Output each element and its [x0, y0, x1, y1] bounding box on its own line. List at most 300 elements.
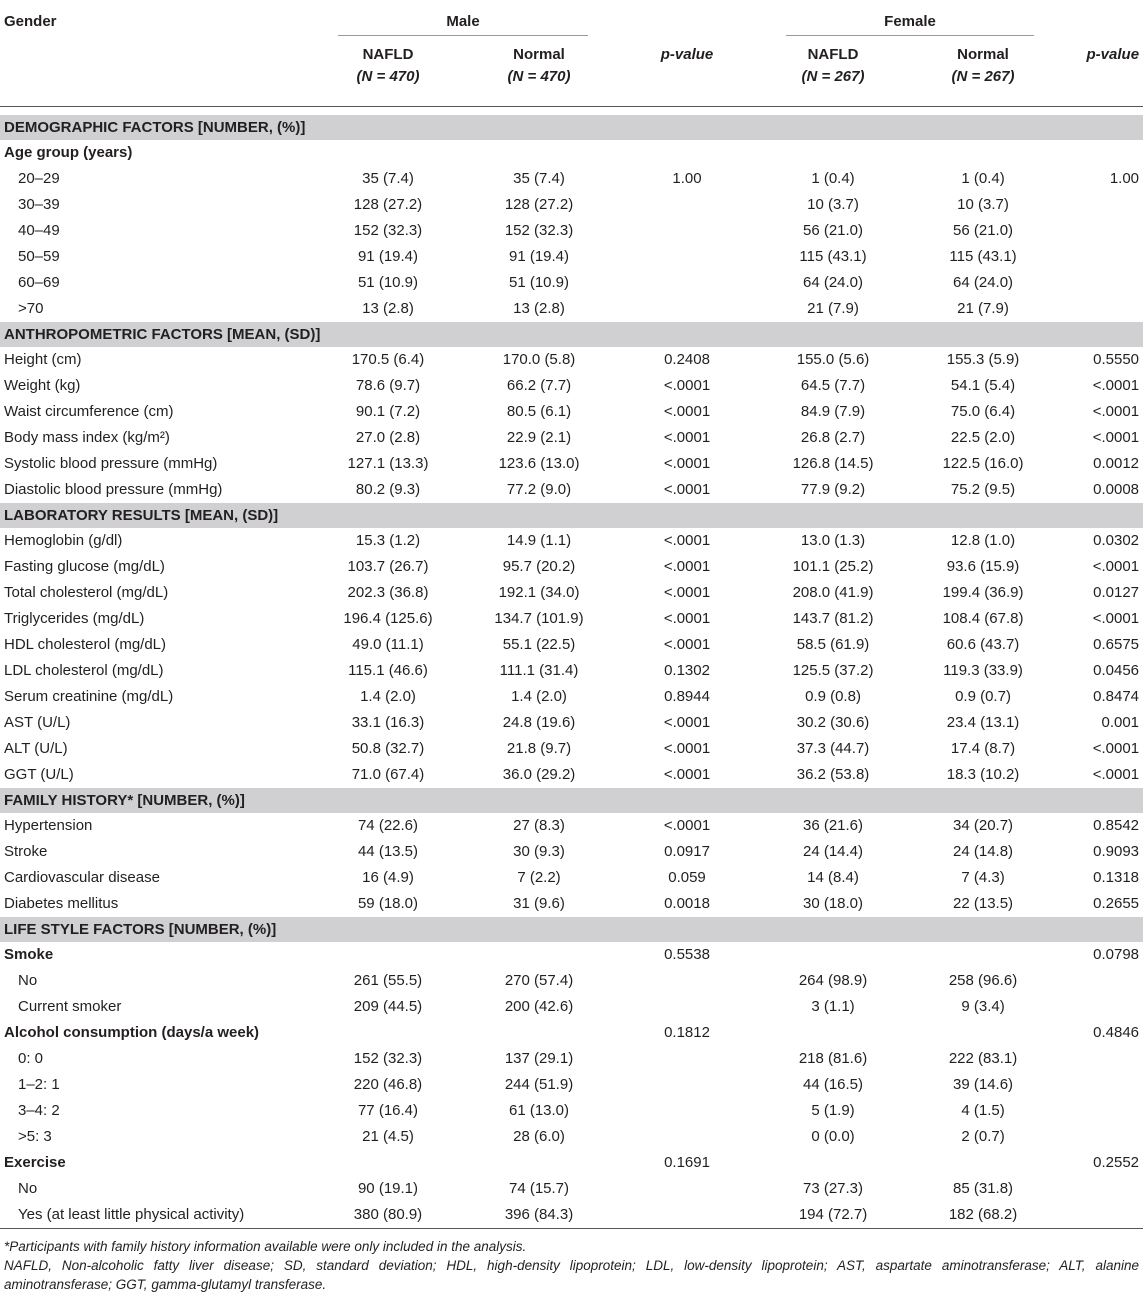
table-row	[0, 1124, 1143, 1150]
pvalue-cell	[1060, 1046, 1143, 1072]
value-cell: 7 (4.3)	[961, 869, 1005, 886]
pvalue-cell: 0.4846	[1093, 1024, 1140, 1041]
table-row	[0, 1150, 1143, 1176]
female-normal-label: Normal	[957, 46, 1009, 63]
value-cell: 66.2 (7.7)	[506, 377, 572, 394]
value-cell: 128 (27.2)	[504, 196, 574, 213]
pvalue-cell	[614, 140, 760, 166]
value-cell	[906, 140, 1060, 166]
table-row	[0, 1098, 1143, 1124]
section-header-row	[0, 917, 1143, 942]
value-cell: 3 (1.1)	[811, 998, 855, 1015]
value-cell: 24 (14.4)	[802, 843, 864, 860]
value-cell: 13 (2.8)	[362, 300, 414, 317]
value-cell: 182 (68.2)	[948, 1206, 1018, 1223]
pvalue-cell: <.0001	[663, 455, 711, 472]
row-label: Smoke	[4, 946, 54, 963]
pvalue-cell: 1.00	[672, 170, 702, 187]
value-cell: 34 (20.7)	[953, 817, 1014, 834]
pvalue-cell	[614, 296, 760, 322]
value-cell: 37.3 (44.7)	[796, 740, 870, 757]
value-cell: 134.7 (101.9)	[494, 610, 584, 627]
male-nafld-n: (N = 470)	[356, 68, 420, 85]
value-cell: 18.3 (10.2)	[946, 766, 1020, 783]
value-cell: 126.8 (14.5)	[792, 455, 874, 472]
value-cell: 13.0 (1.3)	[800, 532, 866, 549]
pvalue-cell	[1060, 1098, 1143, 1124]
female-group-header: Female	[760, 6, 1060, 38]
value-cell: 155.0 (5.6)	[796, 351, 870, 368]
pvalue-cell	[1060, 244, 1143, 270]
value-cell: 21 (7.9)	[957, 300, 1009, 317]
value-cell: 30.2 (30.6)	[796, 714, 870, 731]
value-cell: 14.9 (1.1)	[506, 532, 572, 549]
table-row	[0, 244, 1143, 270]
table-row	[0, 1202, 1143, 1229]
row-label: Diabetes mellitus	[4, 895, 119, 912]
value-cell: 111.1 (31.4)	[499, 662, 579, 679]
value-cell: 0 (0.0)	[811, 1128, 855, 1145]
value-cell: 75.0 (6.4)	[950, 403, 1016, 420]
footnote-family-history: *Participants with family history information available were only included in the analysis.	[4, 1239, 527, 1254]
value-cell	[760, 1150, 906, 1176]
value-cell: 122.5 (16.0)	[942, 455, 1024, 472]
table-row	[0, 1046, 1143, 1072]
pvalue-cell: 0.0012	[1093, 455, 1140, 472]
pvalue-cell	[614, 1124, 760, 1150]
value-cell: 30 (18.0)	[802, 895, 864, 912]
value-cell	[464, 1020, 614, 1046]
value-cell: 27.0 (2.8)	[355, 429, 421, 446]
table-row	[0, 813, 1143, 839]
female-nafld-label: NAFLD	[807, 46, 859, 63]
value-cell: 152 (32.3)	[353, 1050, 423, 1067]
value-cell: 209 (44.5)	[353, 998, 423, 1015]
pvalue-cell	[1060, 1124, 1143, 1150]
value-cell: 28 (6.0)	[513, 1128, 565, 1145]
value-cell: 24 (14.8)	[953, 843, 1014, 860]
row-label: >5: 3	[18, 1128, 52, 1145]
value-cell: 27 (8.3)	[513, 817, 565, 834]
table-row	[0, 166, 1143, 192]
value-cell: 78.6 (9.7)	[355, 377, 421, 394]
pvalue-cell: 0.2552	[1093, 1154, 1140, 1171]
row-label: Hemoglobin (g/dl)	[4, 532, 123, 549]
table-row	[0, 451, 1143, 477]
row-label: 40–49	[18, 222, 60, 239]
value-cell: 101.1 (25.2)	[792, 558, 874, 575]
pvalue-cell	[614, 1098, 760, 1124]
value-cell	[464, 1150, 614, 1176]
male-normal-header	[464, 38, 614, 107]
value-cell: 91 (19.4)	[508, 248, 570, 265]
pvalue-cell: <.0001	[663, 584, 711, 601]
table-row	[0, 399, 1143, 425]
value-cell	[312, 942, 464, 968]
pvalue-cell: <.0001	[663, 766, 711, 783]
value-cell: 16 (4.9)	[362, 869, 414, 886]
pvalue-cell	[614, 218, 760, 244]
pvalue-cell: 0.5538	[664, 946, 710, 963]
table-row	[0, 477, 1143, 503]
value-cell: 218 (81.6)	[798, 1050, 868, 1067]
pvalue-cell: 0.001	[1101, 714, 1140, 731]
value-cell: 270 (57.4)	[504, 972, 574, 989]
table-body	[0, 115, 1143, 1229]
pvalue-cell: <.0001	[663, 817, 711, 834]
row-label: 1–2: 1	[18, 1076, 60, 1093]
row-label: Weight (kg)	[4, 377, 81, 394]
row-label: No	[18, 972, 38, 989]
value-cell	[312, 1150, 464, 1176]
value-cell: 143.7 (81.2)	[792, 610, 874, 627]
value-cell: 13 (2.8)	[513, 300, 565, 317]
value-cell	[760, 942, 906, 968]
value-cell: 64 (24.0)	[802, 274, 864, 291]
table-row	[0, 373, 1143, 399]
value-cell: 155.3 (5.9)	[946, 351, 1020, 368]
pvalue-cell	[614, 968, 760, 994]
pvalue-cell: <.0001	[1092, 610, 1140, 627]
value-cell: 85 (31.8)	[953, 1180, 1014, 1197]
female-pvalue-header: p-value	[1086, 46, 1140, 63]
row-label: Height (cm)	[4, 351, 82, 368]
value-cell	[906, 1150, 1060, 1176]
pvalue-cell	[614, 1046, 760, 1072]
value-cell: 50.8 (32.7)	[351, 740, 425, 757]
header-row-groups	[0, 6, 1143, 38]
pvalue-cell	[1060, 968, 1143, 994]
pvalue-cell	[1060, 1202, 1143, 1229]
female-nafld-header	[760, 38, 906, 107]
pvalue-cell: <.0001	[663, 377, 711, 394]
row-label: Diastolic blood pressure (mmHg)	[4, 481, 223, 498]
pvalue-cell: <.0001	[1092, 429, 1140, 446]
table-row	[0, 606, 1143, 632]
table-row	[0, 140, 1143, 166]
row-label: AST (U/L)	[4, 714, 71, 731]
value-cell: 71.0 (67.4)	[351, 766, 425, 783]
pvalue-cell: <.0001	[1092, 403, 1140, 420]
row-label: Stroke	[4, 843, 48, 860]
value-cell: 56 (21.0)	[802, 222, 864, 239]
value-cell: 74 (22.6)	[357, 817, 419, 834]
value-cell: 9 (3.4)	[961, 998, 1005, 1015]
section-header-row	[0, 503, 1143, 528]
table-row	[0, 218, 1143, 244]
row-label: Body mass index (kg/m²)	[4, 429, 170, 446]
row-label: Serum creatinine (mg/dL)	[4, 688, 174, 705]
value-cell: 36.0 (29.2)	[502, 766, 576, 783]
value-cell: 194 (72.7)	[798, 1206, 868, 1223]
table-row	[0, 1020, 1143, 1046]
value-cell: 14 (8.4)	[807, 869, 859, 886]
pvalue-cell: <.0001	[663, 610, 711, 627]
table-row	[0, 684, 1143, 710]
female-normal-n: (N = 267)	[951, 68, 1015, 85]
pvalue-cell	[1060, 1072, 1143, 1098]
pvalue-cell: <.0001	[663, 532, 711, 549]
value-cell: 1.4 (2.0)	[511, 688, 567, 705]
row-label: HDL cholesterol (mg/dL)	[4, 636, 167, 653]
section-header-row	[0, 788, 1143, 813]
pvalue-cell: <.0001	[663, 429, 711, 446]
value-cell: 108.4 (67.8)	[942, 610, 1024, 627]
value-cell: 80.5 (6.1)	[506, 403, 572, 420]
value-cell: 15.3 (1.2)	[355, 532, 421, 549]
section-title: LABORATORY RESULTS [MEAN, (SD)]	[0, 503, 1143, 528]
value-cell: 30 (9.3)	[513, 843, 565, 860]
value-cell: 380 (80.9)	[353, 1206, 423, 1223]
row-label: 30–39	[18, 196, 60, 213]
pvalue-cell: 0.0008	[1093, 481, 1140, 498]
pvalue-cell: 0.0917	[664, 843, 710, 860]
table-row	[0, 891, 1143, 917]
value-cell: 244 (51.9)	[504, 1076, 574, 1093]
row-label: GGT (U/L)	[4, 766, 74, 783]
value-cell: 80.2 (9.3)	[355, 481, 421, 498]
value-cell: 7 (2.2)	[517, 869, 561, 886]
row-label: Fasting glucose (mg/dL)	[4, 558, 165, 575]
value-cell: 21.8 (9.7)	[506, 740, 572, 757]
value-cell	[760, 1020, 906, 1046]
value-cell: 49.0 (11.1)	[352, 636, 424, 653]
pvalue-cell	[1060, 192, 1143, 218]
row-label: Hypertension	[4, 817, 93, 834]
row-label: No	[18, 1180, 38, 1197]
male-group-header: Male	[312, 6, 614, 38]
value-cell	[760, 140, 906, 166]
value-cell: 44 (16.5)	[802, 1076, 864, 1093]
pvalue-cell: 0.0456	[1093, 662, 1140, 679]
value-cell: 39 (14.6)	[953, 1076, 1014, 1093]
male-nafld-label: NAFLD	[362, 46, 414, 63]
value-cell: 60.6 (43.7)	[946, 636, 1020, 653]
table-row	[0, 347, 1143, 373]
pvalue-cell: 0.0127	[1093, 584, 1140, 601]
value-cell: 152 (32.3)	[353, 222, 423, 239]
value-cell: 75.2 (9.5)	[950, 481, 1016, 498]
value-cell: 74 (15.7)	[508, 1180, 570, 1197]
value-cell: 152 (32.3)	[504, 222, 574, 239]
row-label: Yes (at least little physical activity)	[18, 1206, 245, 1223]
pvalue-cell: <.0001	[663, 740, 711, 757]
pvalue-cell: 0.9093	[1093, 843, 1140, 860]
value-cell: 54.1 (5.4)	[950, 377, 1016, 394]
pvalue-cell	[1060, 270, 1143, 296]
value-cell	[464, 942, 614, 968]
table-row	[0, 192, 1143, 218]
table-row	[0, 580, 1143, 606]
value-cell: 0.9 (0.7)	[955, 688, 1011, 705]
row-label: Cardiovascular disease	[4, 869, 160, 886]
value-cell: 36.2 (53.8)	[796, 766, 870, 783]
row-label: ALT (U/L)	[4, 740, 68, 757]
value-cell: 26.8 (2.7)	[800, 429, 866, 446]
value-cell: 21 (4.5)	[362, 1128, 414, 1145]
table-row	[0, 632, 1143, 658]
pvalue-cell: <.0001	[1092, 558, 1140, 575]
value-cell: 202.3 (36.8)	[347, 584, 429, 601]
value-cell: 17.4 (8.7)	[950, 740, 1016, 757]
section-title: DEMOGRAPHIC FACTORS [NUMBER, (%)]	[0, 115, 1143, 140]
value-cell	[312, 1020, 464, 1046]
pvalue-cell	[614, 244, 760, 270]
value-cell: 5 (1.9)	[811, 1102, 855, 1119]
value-cell: 33.1 (16.3)	[351, 714, 425, 731]
table-row	[0, 554, 1143, 580]
gender-header: Gender	[4, 13, 57, 30]
row-label: Total cholesterol (mg/dL)	[4, 584, 169, 601]
row-label: 60–69	[18, 274, 60, 291]
row-label: Alcohol consumption (days/a week)	[4, 1024, 260, 1041]
pvalue-cell: 0.2655	[1093, 895, 1140, 912]
value-cell: 258 (96.6)	[948, 972, 1018, 989]
pvalue-cell: 0.8474	[1093, 688, 1140, 705]
pvalue-cell: <.0001	[1092, 377, 1140, 394]
row-label: Triglycerides (mg/dL)	[4, 610, 145, 627]
pvalue-cell: 0.1812	[664, 1024, 710, 1041]
value-cell: 199.4 (36.9)	[942, 584, 1024, 601]
male-pvalue-header: p-value	[660, 46, 714, 63]
value-cell: 396 (84.3)	[504, 1206, 574, 1223]
value-cell: 51 (10.9)	[357, 274, 419, 291]
value-cell: 90 (19.1)	[357, 1180, 419, 1197]
table-row	[0, 942, 1143, 968]
pvalue-cell: <.0001	[1092, 766, 1140, 783]
value-cell: 77.9 (9.2)	[800, 481, 866, 498]
value-cell: 61 (13.0)	[508, 1102, 570, 1119]
value-cell: 64 (24.0)	[953, 274, 1014, 291]
section-title: FAMILY HISTORY* [NUMBER, (%)]	[0, 788, 1143, 813]
pvalue-cell: 0.1691	[664, 1154, 710, 1171]
table-row	[0, 968, 1143, 994]
value-cell: 4 (1.5)	[961, 1102, 1005, 1119]
pvalue-cell: <.0001	[663, 714, 711, 731]
value-cell: 127.1 (13.3)	[347, 455, 429, 472]
table-row	[0, 710, 1143, 736]
value-cell: 35 (7.4)	[513, 170, 565, 187]
row-label: 3–4: 2	[18, 1102, 60, 1119]
value-cell: 31 (9.6)	[513, 895, 565, 912]
pvalue-cell	[614, 270, 760, 296]
row-label: 50–59	[18, 248, 60, 265]
value-cell: 1 (0.4)	[961, 170, 1005, 187]
pvalue-cell	[614, 192, 760, 218]
row-label: Age group (years)	[4, 144, 133, 161]
value-cell: 44 (13.5)	[357, 843, 419, 860]
header-row-columns	[0, 38, 1143, 107]
pvalue-cell	[1060, 218, 1143, 244]
table-row	[0, 994, 1143, 1020]
value-cell: 73 (27.3)	[802, 1180, 864, 1197]
value-cell: 35 (7.4)	[362, 170, 414, 187]
pvalue-cell: <.0001	[663, 403, 711, 420]
value-cell: 119.3 (33.9)	[943, 662, 1023, 679]
row-label: Exercise	[4, 1154, 66, 1171]
pvalue-cell: 1.00	[1109, 170, 1140, 187]
pvalue-cell: 0.0302	[1093, 532, 1140, 549]
table-row	[0, 528, 1143, 554]
pvalue-cell: <.0001	[663, 481, 711, 498]
value-cell: 95.7 (20.2)	[502, 558, 576, 575]
row-label: Waist circumference (cm)	[4, 403, 174, 420]
table-row	[0, 736, 1143, 762]
value-cell: 170.5 (6.4)	[351, 351, 425, 368]
pvalue-cell: 0.5550	[1093, 351, 1140, 368]
row-label: 0: 0	[18, 1050, 44, 1067]
value-cell: 1.4 (2.0)	[360, 688, 416, 705]
pvalue-cell: 0.0018	[664, 895, 710, 912]
pvalue-cell: 0.6575	[1093, 636, 1140, 653]
table-footnotes	[0, 1229, 1143, 1294]
value-cell: 196.4 (125.6)	[343, 610, 433, 627]
value-cell: 115 (43.1)	[949, 248, 1017, 265]
male-normal-label: Normal	[513, 46, 565, 63]
pvalue-cell	[1060, 140, 1143, 166]
female-normal-header	[906, 38, 1060, 107]
value-cell: 77 (16.4)	[357, 1102, 419, 1119]
value-cell: 123.6 (13.0)	[498, 455, 580, 472]
value-cell: 261 (55.5)	[353, 972, 423, 989]
characteristics-table	[0, 6, 1143, 1229]
value-cell: 12.8 (1.0)	[950, 532, 1016, 549]
value-cell	[906, 942, 1060, 968]
female-nafld-n: (N = 267)	[801, 68, 865, 85]
value-cell: 22.5 (2.0)	[950, 429, 1016, 446]
pvalue-cell	[614, 994, 760, 1020]
table-row	[0, 425, 1143, 451]
value-cell: 77.2 (9.0)	[506, 481, 572, 498]
value-cell: 200 (42.6)	[504, 998, 574, 1015]
pvalue-cell	[614, 1202, 760, 1229]
male-nafld-header	[312, 38, 464, 107]
pvalue-cell: 0.1302	[664, 662, 710, 679]
value-cell: 93.6 (15.9)	[946, 558, 1020, 575]
value-cell: 115 (43.1)	[799, 248, 867, 265]
value-cell: 22 (13.5)	[953, 895, 1014, 912]
value-cell: 36 (21.6)	[802, 817, 864, 834]
section-title: LIFE STYLE FACTORS [NUMBER, (%)]	[0, 917, 1143, 942]
value-cell	[906, 1020, 1060, 1046]
value-cell: 222 (83.1)	[948, 1050, 1018, 1067]
pvalue-cell	[614, 1072, 760, 1098]
pvalue-cell: 0.2408	[664, 351, 710, 368]
pvalue-cell	[1060, 1176, 1143, 1202]
table-row	[0, 658, 1143, 684]
value-cell: 23.4 (13.1)	[946, 714, 1020, 731]
value-cell: 0.9 (0.8)	[805, 688, 861, 705]
pvalue-cell: 0.8542	[1093, 817, 1140, 834]
table-row	[0, 865, 1143, 891]
value-cell: 264 (98.9)	[798, 972, 868, 989]
value-cell: 84.9 (7.9)	[800, 403, 866, 420]
pvalue-cell: 0.059	[668, 869, 706, 886]
section-header-row	[0, 322, 1143, 347]
row-label: LDL cholesterol (mg/dL)	[4, 662, 164, 679]
row-label: >70	[18, 300, 44, 317]
value-cell: 64.5 (7.7)	[800, 377, 866, 394]
value-cell: 59 (18.0)	[357, 895, 419, 912]
table-row	[0, 762, 1143, 788]
value-cell: 220 (46.8)	[353, 1076, 423, 1093]
value-cell	[312, 140, 464, 166]
value-cell: 10 (3.7)	[807, 196, 859, 213]
value-cell: 10 (3.7)	[957, 196, 1009, 213]
footnote-abbreviations: NAFLD, Non-alcoholic fatty liver disease; SD, standard deviation; HDL, high-density lipoprotein; LDL, low-density lipoprotein; AST, aspartate aminotransferase; ALT, alanine aminotransferase; GGT, gamma-glutamyl transferase.	[4, 1258, 1139, 1292]
table-row	[0, 270, 1143, 296]
value-cell: 2 (0.7)	[961, 1128, 1005, 1145]
